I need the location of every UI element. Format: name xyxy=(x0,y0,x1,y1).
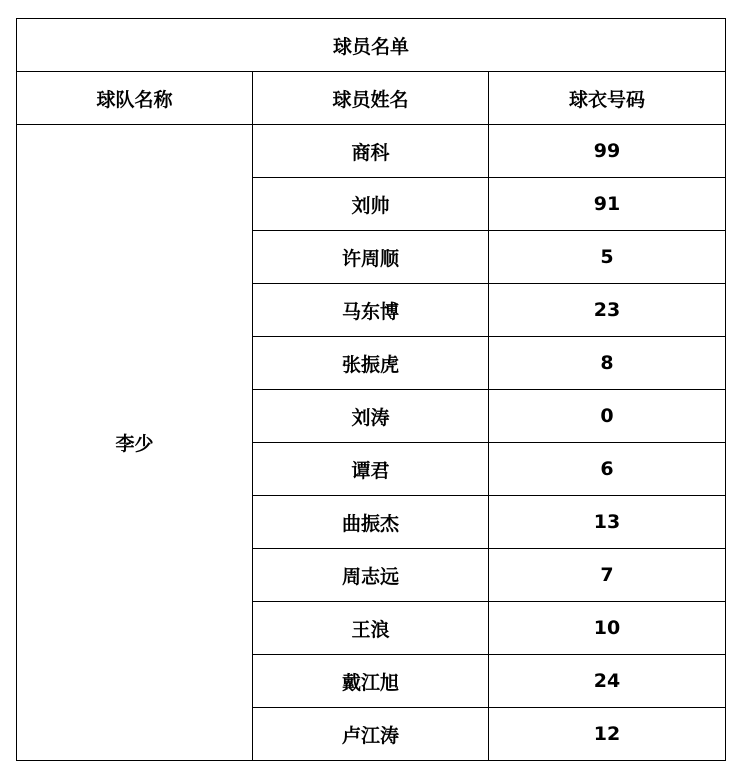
header-jersey-number: 球衣号码 xyxy=(489,72,726,125)
player-name-cell: 周志远 xyxy=(253,549,489,602)
table-title: 球员名单 xyxy=(17,19,726,72)
player-name-cell: 王浪 xyxy=(253,602,489,655)
player-name-cell: 曲振杰 xyxy=(253,496,489,549)
player-name-cell: 刘涛 xyxy=(253,390,489,443)
header-player-name: 球员姓名 xyxy=(253,72,489,125)
roster-table xyxy=(16,18,726,761)
player-name-cell: 张振虎 xyxy=(253,337,489,390)
player-name-cell: 谭君 xyxy=(253,443,489,496)
player-name-cell: 卢江涛 xyxy=(253,708,489,761)
jersey-number-cell: 91 xyxy=(489,178,726,231)
jersey-number-cell: 6 xyxy=(489,443,726,496)
player-name-cell: 马东博 xyxy=(253,284,489,337)
jersey-number-cell: 0 xyxy=(489,390,726,443)
jersey-number-cell: 99 xyxy=(489,125,726,178)
player-name-cell: 刘帅 xyxy=(253,178,489,231)
jersey-number-cell: 13 xyxy=(489,496,726,549)
team-name-cell: 李少 xyxy=(17,125,253,761)
player-name-cell: 戴江旭 xyxy=(253,655,489,708)
title-row xyxy=(17,19,726,72)
jersey-number-cell: 7 xyxy=(489,549,726,602)
jersey-number-cell: 5 xyxy=(489,231,726,284)
jersey-number-cell: 24 xyxy=(489,655,726,708)
table-row xyxy=(17,125,726,178)
jersey-number-cell: 12 xyxy=(489,708,726,761)
header-team-name: 球队名称 xyxy=(17,72,253,125)
player-name-cell: 商科 xyxy=(253,125,489,178)
header-row xyxy=(17,72,726,125)
jersey-number-cell: 8 xyxy=(489,337,726,390)
player-name-cell: 许周顺 xyxy=(253,231,489,284)
jersey-number-cell: 10 xyxy=(489,602,726,655)
jersey-number-cell: 23 xyxy=(489,284,726,337)
